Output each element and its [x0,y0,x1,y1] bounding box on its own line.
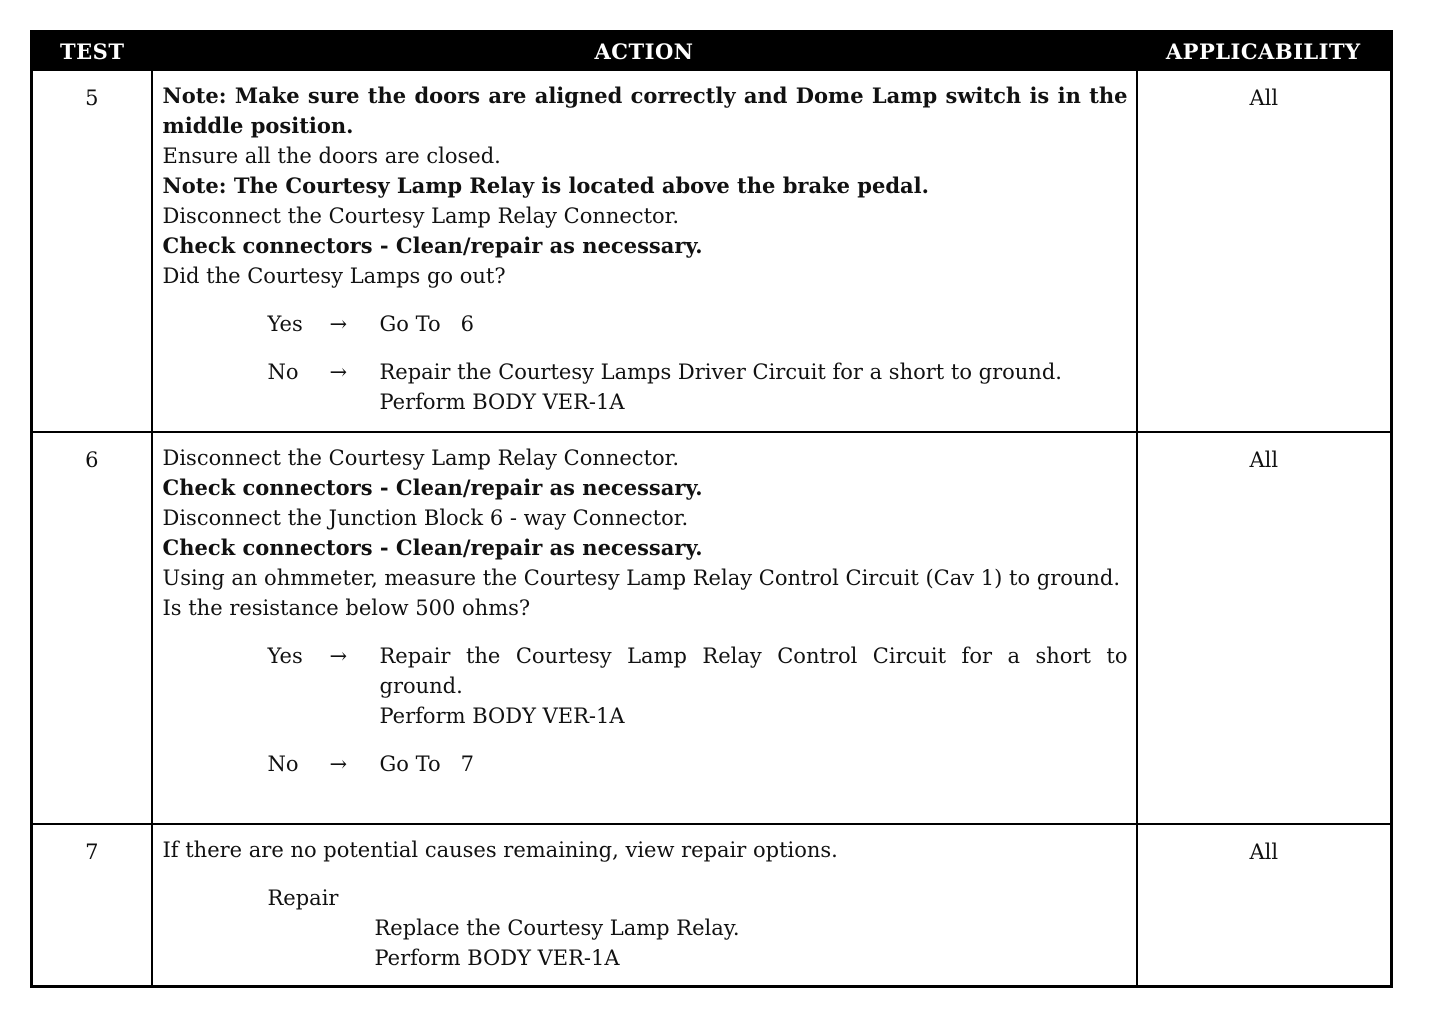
branch-label: No [267,360,299,384]
table-row [32,824,1392,987]
action-line: Note: Make sure the doors are aligned correctly and Dome Lamp switch is in the middle position. [162,83,1128,138]
arrow-right-icon: → [329,312,348,336]
action-line: Disconnect the Courtesy Lamp Relay Connector. [162,204,680,228]
action-line: Note: The Courtesy Lamp Relay is located above the brake pedal. [162,173,929,198]
branch-label: Yes [267,644,303,668]
branch-result-line: Go To 6 [379,312,474,336]
action-cell [152,70,1137,432]
branch-yes [163,641,1128,731]
arrow-right-icon: → [329,644,348,668]
action-line: Disconnect the Courtesy Lamp Relay Connector. [162,446,680,470]
branch-result-line: Perform BODY VER-1A [379,704,625,728]
action-line: Did the Courtesy Lamps go out? [162,264,506,288]
header-action: ACTION [152,32,1137,71]
branch-label: Yes [267,312,303,336]
branch-result [380,749,1128,779]
repair-block [163,883,1128,973]
action-line: Check connectors - Clean/repair as necessary. [162,475,703,500]
action-line: Ensure all the doors are closed. [162,144,501,168]
header-row [32,32,1392,71]
test-number: 7 [32,824,152,987]
table-row [32,70,1392,432]
branch-result-line: Repair the Courtesy Lamp Relay Control Circuit for a short to ground. [379,644,1128,698]
applicability-value: All [1137,432,1392,824]
test-number: 6 [32,432,152,824]
action-line: Disconnect the Junction Block 6 - way Connector. [162,506,689,530]
action-line: Check connectors - Clean/repair as necessary. [162,233,703,258]
header-test: TEST [32,32,152,71]
action-line: Is the resistance below 500 ohms? [162,596,531,620]
header-applicability: APPLICABILITY [1137,32,1392,71]
applicability-value: All [1137,824,1392,987]
action-line: Check connectors - Clean/repair as necessary. [162,535,703,560]
repair-label: Repair [267,886,339,910]
arrow-right-icon: → [329,752,348,776]
diagnostic-table [30,30,1393,988]
action-cell [152,824,1137,987]
arrow-right-icon: → [329,360,348,384]
branch-result-line: Go To 7 [379,752,474,776]
repair-line: Perform BODY VER-1A [374,946,620,970]
test-number: 5 [32,70,152,432]
branch-no [163,357,1128,417]
action-cell [152,432,1137,824]
branch-result [380,309,1128,339]
branch-label: No [267,752,299,776]
branch-result [380,641,1128,731]
branch-result [380,357,1128,417]
table-row [32,432,1392,824]
repair-lines [375,913,1128,973]
action-line: If there are no potential causes remaining, view repair options. [162,838,838,862]
branch-no [163,749,1128,779]
branch-yes [163,309,1128,339]
repair-line: Replace the Courtesy Lamp Relay. [374,916,740,940]
branch-result-line: Repair the Courtesy Lamps Driver Circuit for a short to ground. [379,360,1062,384]
applicability-value: All [1137,70,1392,432]
branch-result-line: Perform BODY VER-1A [379,390,625,414]
action-line: Using an ohmmeter, measure the Courtesy Lamp Relay Control Circuit (Cav 1) to ground. [162,566,1121,590]
